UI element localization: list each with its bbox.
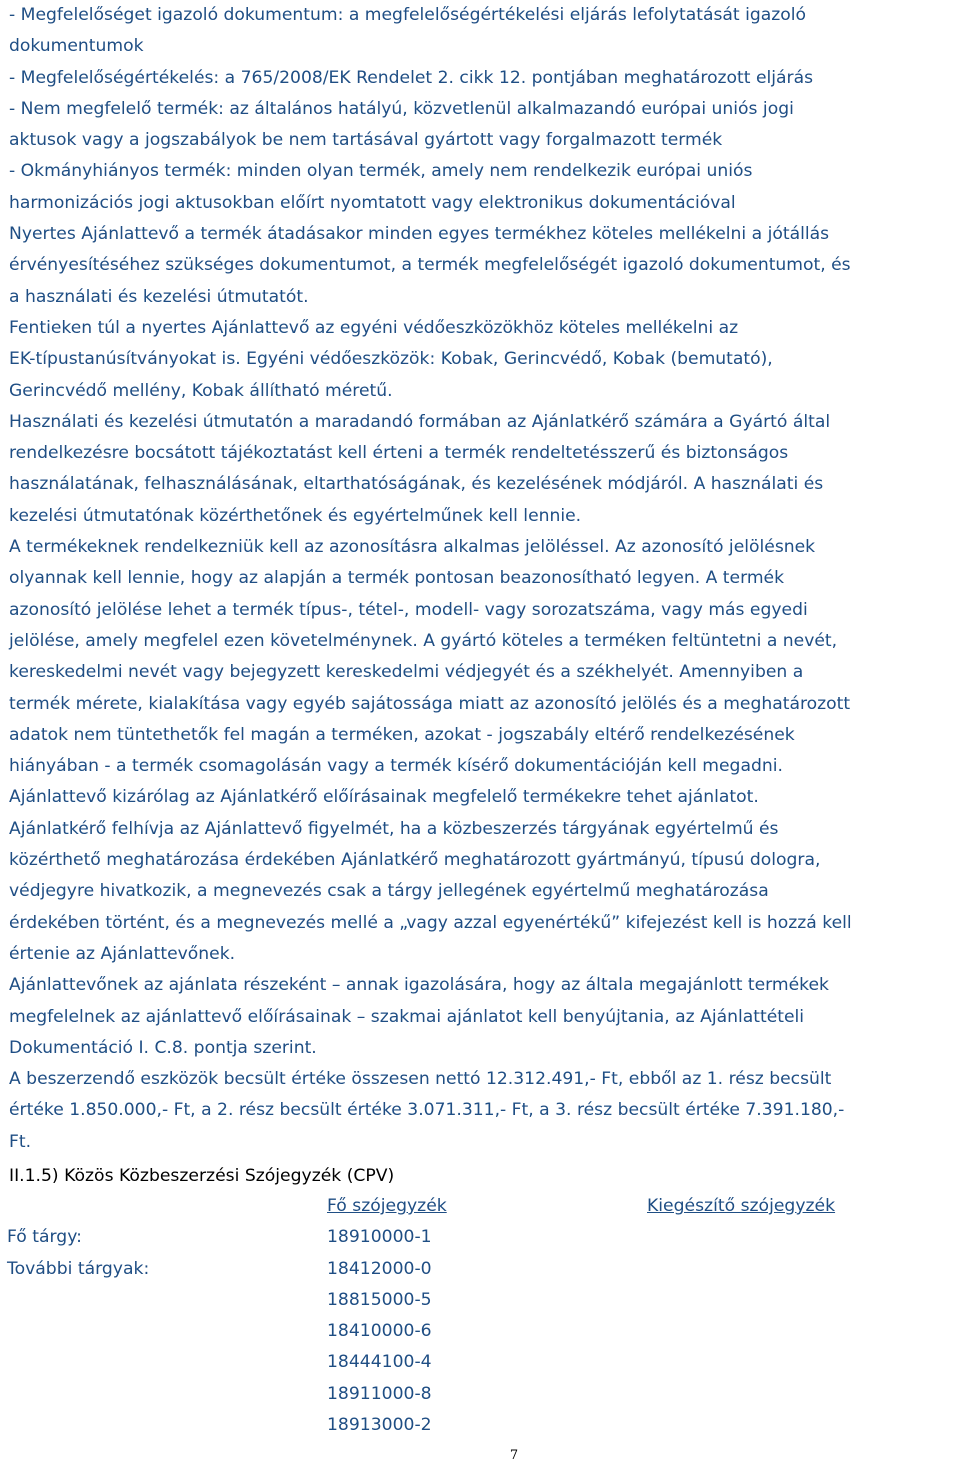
text-line: A termékeknek rendelkezniük kell az azonosításra alkalmas jelöléssel. Az azonosító jelölésnek (9, 537, 816, 558)
text-line: közérthető meghatározása érdekében Ajánlatkérő meghatározott gyártmányú, típusú dologra, (9, 850, 821, 871)
text-line: Fentieken túl a nyertes Ajánlattevő az egyéni védőeszközökhöz köteles mellékelni az (9, 317, 739, 338)
cpv-additional-object-row (9, 1316, 960, 1347)
text-line: aktusok vagy a jogszabályok be nem tartásával gyártott vagy forgalmazott termék (9, 130, 723, 151)
text-line: dokumentumok (9, 36, 144, 57)
text-line: érdekében történt, és a megnevezés mellé a „vagy azzal egyenértékű” kifejezést kell is hozzá kell (9, 912, 852, 933)
body-text (9, 0, 960, 1158)
text-line: értéke 1.850.000,- Ft, a 2. rész becsült értéke 3.071.311,- Ft, a 3. rész becsült értéke 7.391.180,- (9, 1100, 845, 1121)
text-line: olyannak kell lennie, hogy az alapján a termék pontosan beazonosítható legyen. A termék (9, 568, 785, 589)
cpv-table (9, 1191, 960, 1441)
text-line: termék mérete, kialakítása vagy egyéb sajátossága miatt az azonosító jelölés és a meghatározott (9, 693, 851, 714)
cpv-header-row (9, 1191, 960, 1222)
text-line: megfelelnek az ajánlattevő előírásainak – szakmai ajánlatot kell benyújtania, az Ajánlattételi (9, 1006, 805, 1027)
cpv-additional-object-row (9, 1347, 960, 1378)
cpv-code: 18911000-8 (327, 1383, 432, 1404)
text-line: adatok nem tüntethetők fel magán a terméken, azokat - jogszabály eltérő rendelkezésének (9, 724, 795, 745)
cpv-additional-object-row (9, 1285, 960, 1316)
text-line: értenie az Ajánlattevőnek. (9, 943, 236, 964)
cpv-code: 18410000-6 (327, 1321, 432, 1342)
cpv-code: 18444100-4 (327, 1352, 432, 1373)
cpv-additional-objects-label: További tárgyak: (7, 1258, 150, 1279)
text-line: használatának, felhasználásának, eltarthatóságának, és kezelésének módjáról. A használati és (9, 474, 824, 495)
document-page (9, 0, 960, 1441)
cpv-main-object-row (9, 1222, 960, 1253)
text-line: rendelkezésre bocsátott tájékoztatást kell érteni a termék rendeltetésszerű és biztonságos (9, 443, 789, 464)
cpv-main-vocabulary-heading: Fő szójegyzék (327, 1195, 447, 1216)
text-line: Használati és kezelési útmutatón a maradandó formában az Ajánlatkérő számára a Gyártó által (9, 411, 831, 432)
text-line: védjegyre hivatkozik, a megnevezés csak a tárgy jellegének egyértelmű meghatározása (9, 881, 769, 902)
text-line: A beszerzendő eszközök becsült értéke összesen nettó 12.312.491,- Ft, ebből az 1. rész becsült (9, 1069, 832, 1090)
cpv-main-object-label: Fő tárgy: (7, 1227, 82, 1248)
text-line: Ajánlattevőnek az ajánlata részeként – annak igazolására, hogy az általa megajánlott termékek (9, 975, 829, 996)
cpv-code: 18910000-1 (327, 1227, 432, 1248)
text-line: Gerincvédő mellény, Kobak állítható méretű. (9, 380, 393, 401)
text-line: érvényesítéséhez szükséges dokumentumot, a termék megfelelőségét igazoló dokumentumot, és (9, 255, 851, 276)
cpv-code: 18815000-5 (327, 1289, 432, 1310)
text-line: harmonizációs jogi aktusokban előírt nyomtatott vagy elektronikus dokumentációval (9, 192, 736, 213)
page-number: 7 (509, 1448, 519, 1463)
cpv-additional-object-row (9, 1379, 960, 1410)
section-title-cpv: II.1.5) Közös Közbeszerzési Szójegyzék (CPV) (9, 1165, 395, 1186)
text-line: - Megfelelőségértékelés: a 765/2008/EK Rendelet 2. cikk 12. pontjában meghatározott eljárás (9, 67, 814, 88)
text-line: - Okmányhiányos termék: minden olyan termék, amely nem rendelkezik európai uniós (9, 161, 753, 182)
text-line: jelölése, amely megfelel ezen követelménynek. A gyártó köteles a terméken feltüntetni a nevét, (9, 630, 838, 651)
text-line: - Nem megfelelő termék: az általános hatályú, közvetlenül alkalmazandó európai uniós jogi (9, 98, 794, 119)
cpv-additional-object-row (9, 1410, 960, 1441)
text-line: Ajánlatkérő felhívja az Ajánlattevő figyelmét, ha a közbeszerzés tárgyának egyértelmű és (9, 818, 779, 839)
text-line: Ft. (9, 1131, 32, 1152)
text-line: azonosító jelölése lehet a termék típus-, tétel-, modell- vagy sorozatszáma, vagy más egyedi (9, 599, 808, 620)
text-line: Ajánlattevő kizárólag az Ajánlatkérő előírásainak megfelelő termékekre tehet ajánlatot. (9, 787, 759, 808)
text-line: kezelési útmutatónak közérthetőnek és egyértelműnek kell lennie. (9, 505, 582, 526)
cpv-code: 18412000-0 (327, 1258, 432, 1279)
text-line: hiányában - a termék csomagolásán vagy a termék kísérő dokumentációján kell megadni. (9, 756, 783, 777)
text-line: kereskedelmi nevét vagy bejegyzett kereskedelmi védjegyét és a székhelyét. Amennyiben a (9, 662, 804, 683)
text-line: a használati és kezelési útmutatót. (9, 286, 309, 307)
cpv-additional-object-row (9, 1254, 960, 1285)
cpv-code: 18913000-2 (327, 1415, 432, 1436)
text-line: Dokumentáció I. C.8. pontja szerint. (9, 1037, 317, 1058)
text-line: - Megfelelőséget igazoló dokumentum: a megfelelőségértékelési eljárás lefolytatását igazoló (9, 5, 807, 25)
cpv-supplementary-vocabulary-heading: Kiegészítő szójegyzék (647, 1195, 836, 1216)
text-line: Nyertes Ajánlattevő a termék átadásakor minden egyes termékhez köteles mellékelni a jótállás (9, 224, 830, 245)
text-line: EK-típustanúsítványokat is. Egyéni védőeszközök: Kobak, Gerincvédő, Kobak (bemutató), (9, 349, 773, 370)
